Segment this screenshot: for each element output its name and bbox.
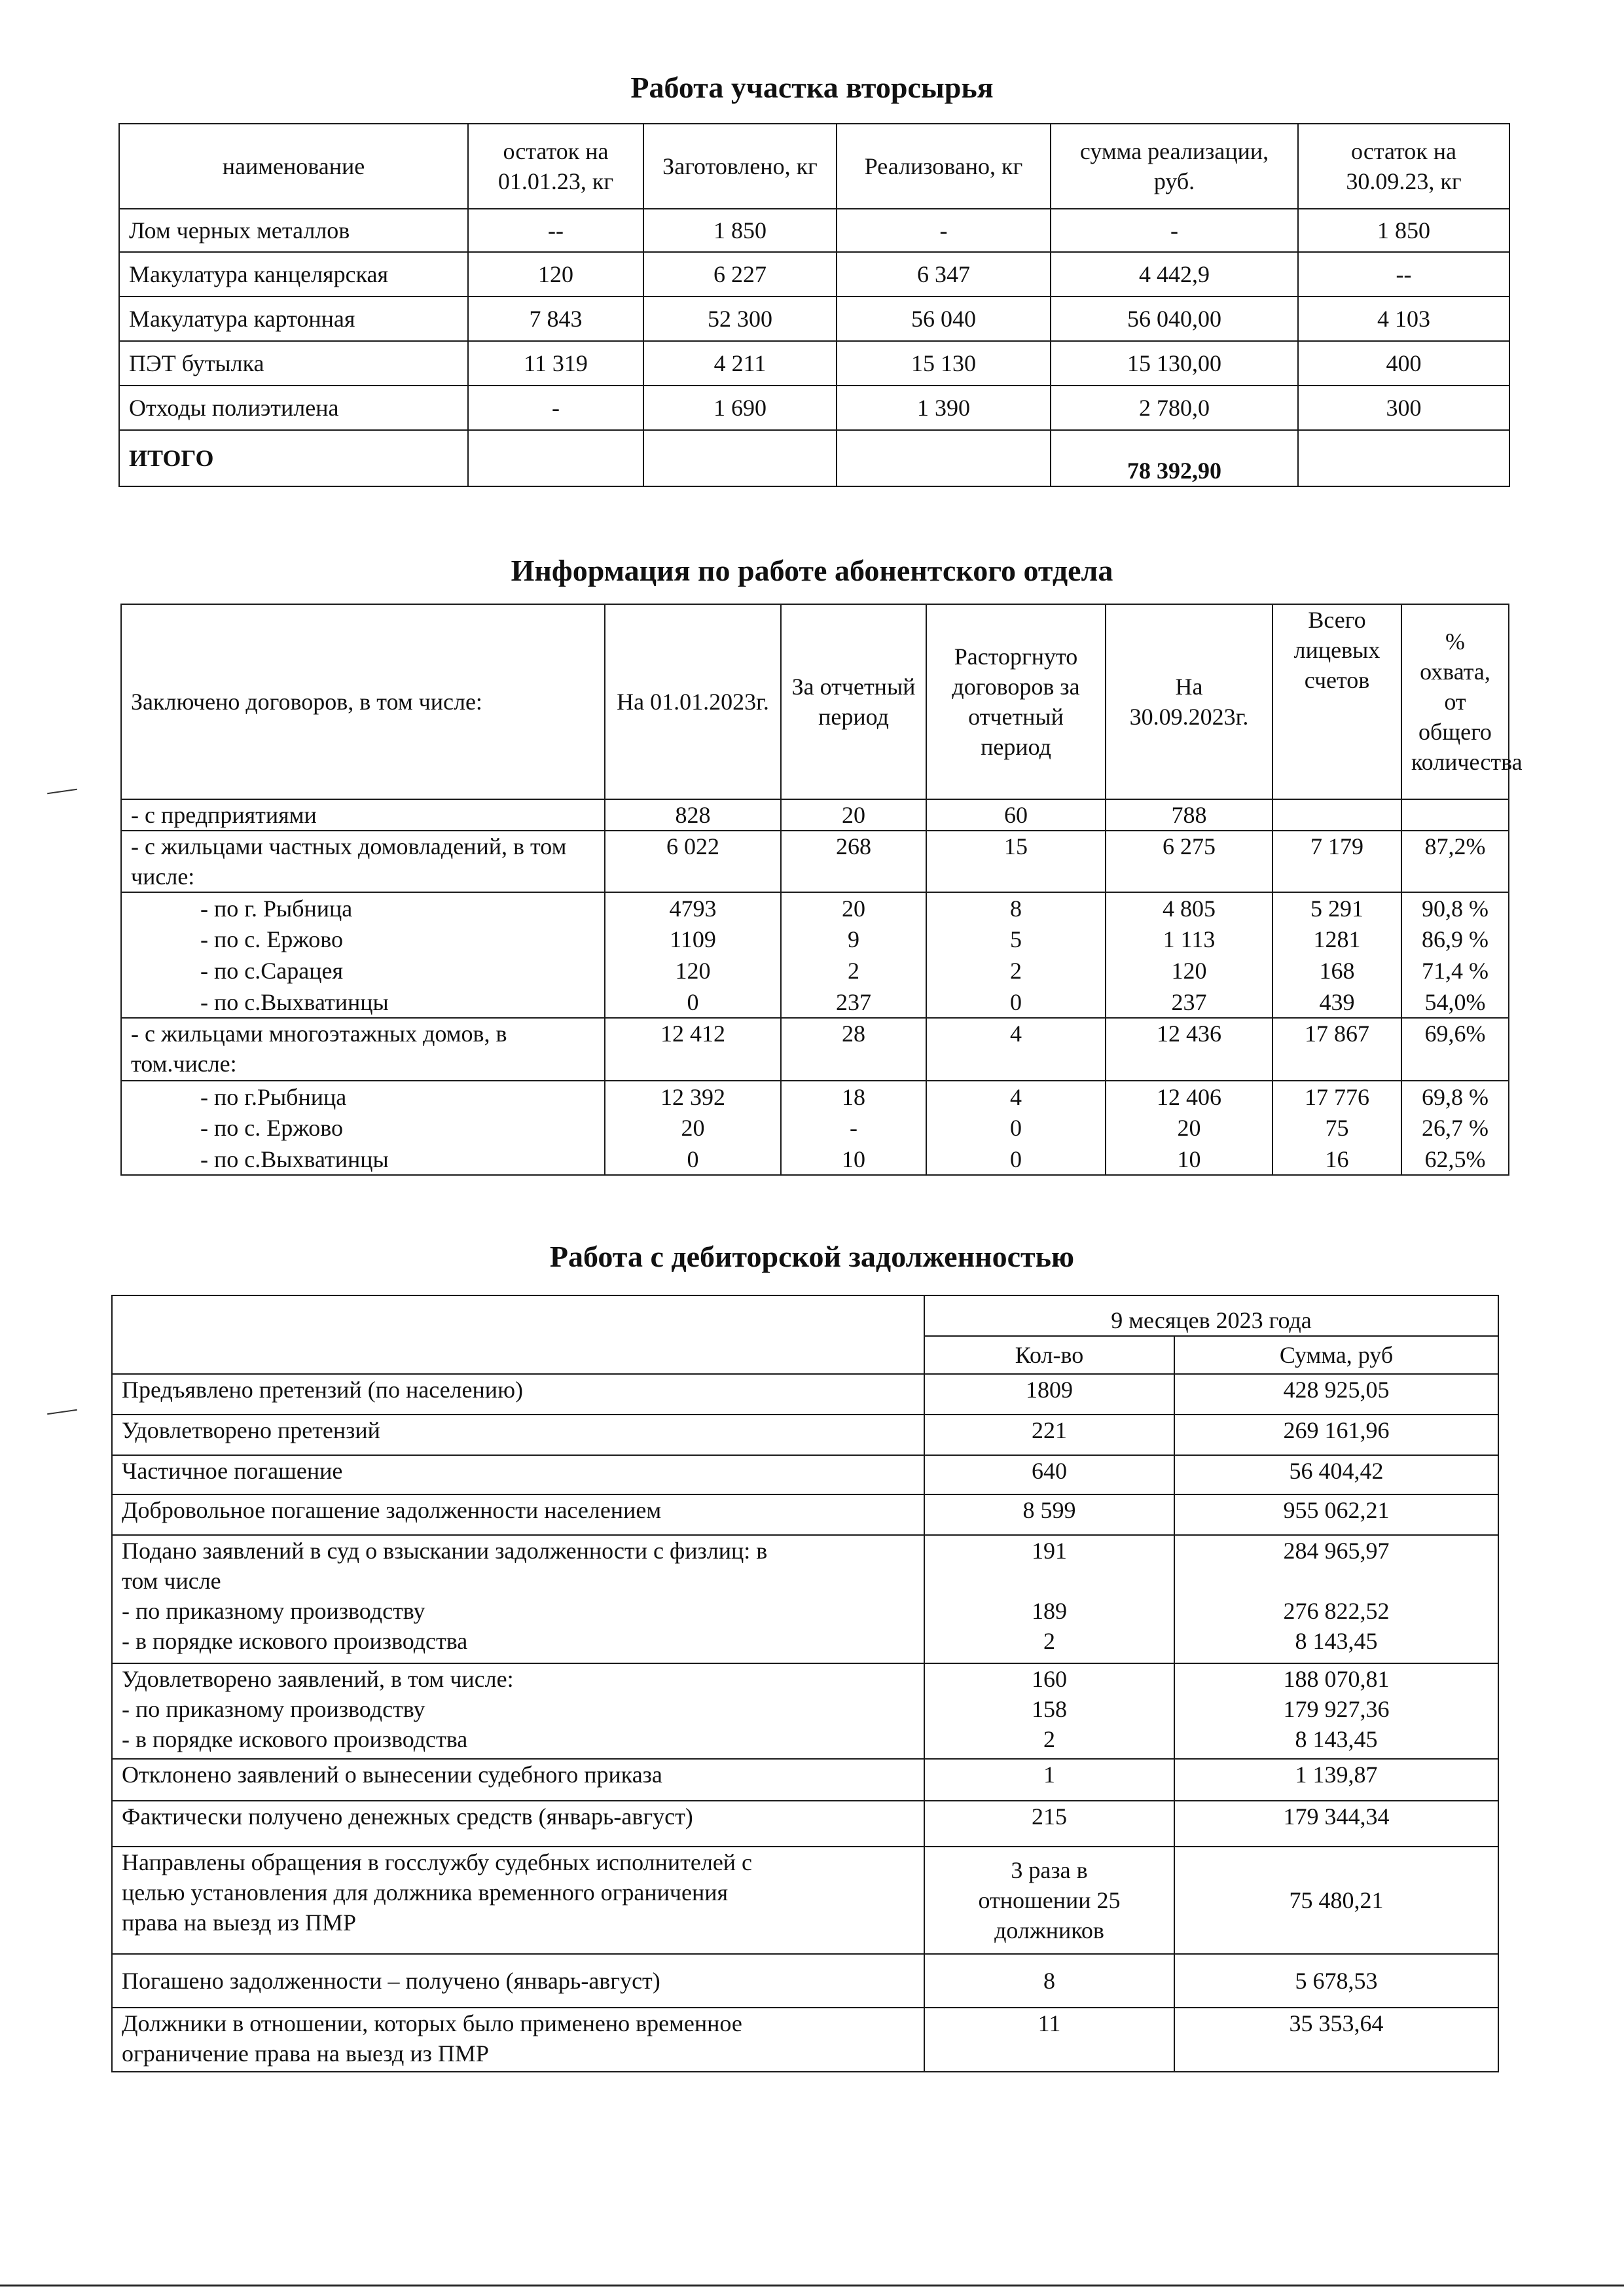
cell: 5 — [926, 924, 1106, 955]
cell: 0 — [926, 986, 1106, 1018]
cell: 168 — [1272, 955, 1401, 986]
sum-line: 276 822,52 — [1283, 1598, 1390, 1624]
cell: - — [837, 209, 1051, 252]
cell: 9 — [781, 924, 926, 955]
qty-line: 191 — [1032, 1538, 1067, 1564]
header-cell: Расторгнуто договоров за отчетный период — [926, 604, 1106, 799]
cell: 4 — [926, 1081, 1106, 1112]
cell: 0 — [605, 986, 781, 1018]
label-line: - в порядке искового производства — [122, 1628, 468, 1654]
sum-line: 35 353,64 — [1289, 2010, 1384, 2036]
header-cell: На 30.09.2023г. — [1106, 604, 1272, 799]
label-line: - в порядке искового производства — [122, 1726, 468, 1752]
cell: 10 — [781, 1144, 926, 1175]
label-line: Удовлетворено заявлений, в том числе: — [122, 1666, 514, 1692]
sum-line: 179 927,36 — [1283, 1696, 1390, 1722]
cell: 788 — [1106, 799, 1272, 831]
cell: 4 — [926, 1018, 1106, 1081]
cell: 0 — [605, 1144, 781, 1175]
qty-cell — [924, 2008, 1174, 2072]
row-label: Макулатура картонная — [119, 297, 468, 341]
cell: 26,7 % — [1401, 1112, 1509, 1144]
qty-line — [934, 1566, 1164, 1596]
label-line: целью установления для должника временного ограничения — [122, 1879, 729, 1906]
qty-cell — [924, 1847, 1174, 1954]
sum-line: 75 480,21 — [1289, 1887, 1384, 1913]
table-row — [121, 799, 1509, 831]
qty-header: Кол-во — [924, 1336, 1174, 1374]
sum-cell — [1174, 1847, 1498, 1954]
period-header: 9 месяцев 2023 года — [924, 1295, 1498, 1336]
qty-line: 189 — [1032, 1598, 1067, 1624]
row-label — [112, 1847, 924, 1954]
sum-line: 8 143,45 — [1295, 1628, 1378, 1654]
header-cell — [112, 1295, 924, 1374]
cell: 6 227 — [643, 252, 837, 297]
row-label: - с предприятиями — [121, 799, 605, 831]
qty-line: 2 — [1043, 1726, 1055, 1752]
sum-line: 179 344,34 — [1283, 1803, 1390, 1830]
row-label: - по с.Выхватинцы — [121, 1144, 605, 1175]
cell: 1 390 — [837, 386, 1051, 430]
table-row — [112, 1954, 1498, 2008]
cell: 1 690 — [643, 386, 837, 430]
debts-title: Работа с дебиторской задолженностью — [549, 1240, 1075, 1273]
qty-line: 1809 — [1026, 1377, 1073, 1403]
table-row — [121, 1081, 1509, 1112]
sum-line: 428 925,05 — [1283, 1377, 1390, 1403]
multi-subrows — [121, 1081, 1509, 1175]
cell: 10 — [1106, 1144, 1272, 1175]
cell: 237 — [1106, 986, 1272, 1018]
sum-line: 955 062,21 — [1283, 1497, 1390, 1523]
qty-line: отношении 25 — [978, 1887, 1121, 1913]
cell: 20 — [781, 892, 926, 924]
table-row — [112, 1663, 1498, 1759]
sum-cell — [1174, 1663, 1498, 1759]
qty-cell — [924, 1535, 1174, 1663]
cell: 400 — [1298, 341, 1509, 386]
table-row — [121, 1112, 1509, 1144]
cell: 4 211 — [643, 341, 837, 386]
total-label: ИТОГО — [119, 430, 468, 486]
cell: 1 850 — [1298, 209, 1509, 252]
recycling-header-row — [119, 124, 1509, 209]
label-line: Погашено задолженности – получено (январь-август) — [122, 1968, 660, 1994]
qty-line: 221 — [1032, 1417, 1067, 1443]
row-label: - по с. Ержово — [121, 924, 605, 955]
header-cell: остаток на 01.01.23, кг — [468, 124, 643, 209]
cell: -- — [468, 209, 643, 252]
cell: 120 — [468, 252, 643, 297]
total-row — [119, 430, 1509, 486]
header-cell: Заготовлено, кг — [643, 124, 837, 209]
qty-cell — [924, 1801, 1174, 1847]
label-line: Частичное погашение — [122, 1458, 343, 1484]
cell: 17 776 — [1272, 1081, 1401, 1112]
sum-cell — [1174, 1954, 1498, 2008]
table-row — [112, 1801, 1498, 1847]
cell: 439 — [1272, 986, 1401, 1018]
cell: 828 — [605, 799, 781, 831]
table-row — [121, 924, 1509, 955]
sum-cell — [1174, 1759, 1498, 1801]
table-row — [119, 252, 1509, 297]
qty-cell — [924, 1954, 1174, 2008]
qty-line: 640 — [1032, 1458, 1067, 1484]
header-cell: Всего лицевых счетов — [1272, 604, 1401, 799]
scan-mark — [47, 789, 77, 794]
label-line: Должники в отношении, которых было применено временное — [122, 2010, 742, 2036]
label-line: - по приказному производству — [122, 1598, 425, 1624]
label-line: том числе — [122, 1568, 221, 1594]
table-row — [119, 209, 1509, 252]
cell: 1 850 — [643, 209, 837, 252]
cell: 4793 — [605, 892, 781, 924]
subscribers-table — [120, 604, 1523, 1176]
sum-line: 284 965,97 — [1283, 1538, 1390, 1564]
qty-line: 2 — [1043, 1628, 1055, 1654]
qty-cell — [924, 1455, 1174, 1494]
sum-line: 1 139,87 — [1295, 1762, 1378, 1788]
label-line: Направлены обращения в госслужбу судебных исполнителей с — [122, 1849, 753, 1875]
label-line: - по приказному производству — [122, 1696, 425, 1722]
row-label — [112, 1535, 924, 1663]
row-label — [112, 1455, 924, 1494]
sum-cell — [1174, 1494, 1498, 1535]
cell: 300 — [1298, 386, 1509, 430]
qty-cell — [924, 1374, 1174, 1415]
table-row — [119, 297, 1509, 341]
cell: - — [468, 386, 643, 430]
cell: 28 — [781, 1018, 926, 1081]
row-label — [112, 1663, 924, 1759]
page-bottom-rule — [0, 2285, 1624, 2286]
cell: 54,0% — [1401, 986, 1509, 1018]
sum-cell — [1174, 1455, 1498, 1494]
sum-header: Сумма, руб — [1174, 1336, 1498, 1374]
cell: 5 291 — [1272, 892, 1401, 924]
cell: 0 — [926, 1112, 1106, 1144]
header-cell: % охвата, от общего количества — [1401, 604, 1509, 799]
cell: 2 780,0 — [1051, 386, 1298, 430]
table-row — [112, 1374, 1498, 1415]
row-label: Отходы полиэтилена — [119, 386, 468, 430]
cell — [1272, 799, 1401, 831]
label-line: Предъявлено претензий (по населению) — [122, 1377, 523, 1403]
row-label: - по г.Рыбница — [121, 1081, 605, 1112]
cell: 52 300 — [643, 297, 837, 341]
row-label — [112, 1415, 924, 1455]
cell: 86,9 % — [1401, 924, 1509, 955]
group-row — [121, 1018, 1509, 1081]
cell: - — [781, 1112, 926, 1144]
table-row — [112, 2008, 1498, 2072]
label-line: Добровольное погашение задолженности населением — [122, 1497, 662, 1523]
row-label — [112, 1494, 924, 1535]
row-label — [112, 1801, 924, 1847]
group-row — [121, 831, 1509, 892]
debts-table — [111, 1295, 1499, 2072]
cell: 1109 — [605, 924, 781, 955]
cell: 2 — [926, 955, 1106, 986]
cell: 62,5% — [1401, 1144, 1509, 1175]
row-label: - с жильцами частных домовладений, в том числе: — [121, 831, 605, 892]
cell: 8 — [926, 892, 1106, 924]
cell: 71,4 % — [1401, 955, 1509, 986]
cell — [643, 430, 837, 486]
qty-cell — [924, 1663, 1174, 1759]
label-line: Фактически получено денежных средств (январь-август) — [122, 1803, 693, 1830]
row-label: - по с.Выхватинцы — [121, 986, 605, 1018]
row-label: ПЭТ бутылка — [119, 341, 468, 386]
qty-line: 215 — [1032, 1803, 1067, 1830]
scan-mark — [47, 1409, 77, 1415]
qty-cell — [924, 1759, 1174, 1801]
cell: 237 — [781, 986, 926, 1018]
header-cell: На 01.01.2023г. — [605, 604, 781, 799]
cell: 268 — [781, 831, 926, 892]
cell: 12 436 — [1106, 1018, 1272, 1081]
table-row — [121, 1144, 1509, 1175]
cell: 69,6% — [1401, 1018, 1509, 1081]
qty-line: 3 раза в — [1011, 1857, 1088, 1883]
debts-header-row — [112, 1295, 1498, 1336]
cell — [1401, 799, 1509, 831]
cell: 15 130 — [837, 341, 1051, 386]
qty-line: 8 — [1043, 1968, 1055, 1994]
cell: 1 113 — [1106, 924, 1272, 955]
sum-line: 56 404,42 — [1289, 1458, 1384, 1484]
cell: 4 103 — [1298, 297, 1509, 341]
cell: 90,8 % — [1401, 892, 1509, 924]
cell: 6 022 — [605, 831, 781, 892]
qty-line: 8 599 — [1022, 1497, 1076, 1523]
cell: 4 805 — [1106, 892, 1272, 924]
cell: 15 — [926, 831, 1106, 892]
header-cell: наименование — [119, 124, 468, 209]
cell: 120 — [1106, 955, 1272, 986]
cell — [468, 430, 643, 486]
qty-line: 160 — [1032, 1666, 1067, 1692]
cell: 12 392 — [605, 1081, 781, 1112]
row-label: Макулатура канцелярская — [119, 252, 468, 297]
qty-line: 1 — [1043, 1762, 1055, 1788]
label-line: Отклонено заявлений о вынесении судебного приказа — [122, 1762, 662, 1788]
sum-line: 269 161,96 — [1283, 1417, 1390, 1443]
cell: 75 — [1272, 1112, 1401, 1144]
table-row — [121, 986, 1509, 1018]
cell: 69,8 % — [1401, 1081, 1509, 1112]
qty-line: 11 — [1038, 2010, 1061, 2036]
qty-cell — [924, 1494, 1174, 1535]
cell: 12 412 — [605, 1018, 781, 1081]
row-label: - по с. Ержово — [121, 1112, 605, 1144]
table-row — [112, 1494, 1498, 1535]
sum-line: 5 678,53 — [1295, 1968, 1378, 1994]
sum-cell — [1174, 1374, 1498, 1415]
cell: -- — [1298, 252, 1509, 297]
label-line: Удовлетворено претензий — [122, 1417, 380, 1443]
private-subrows — [121, 892, 1509, 1018]
subscribers-header-row — [121, 604, 1509, 799]
row-label: - по с.Сарацея — [121, 955, 605, 986]
table-row — [121, 955, 1509, 986]
header-cell: Реализовано, кг — [837, 124, 1051, 209]
table-row — [112, 1415, 1498, 1455]
cell: 120 — [605, 955, 781, 986]
cell: 18 — [781, 1081, 926, 1112]
cell: 11 319 — [468, 341, 643, 386]
cell — [1298, 430, 1509, 486]
cell: 6 347 — [837, 252, 1051, 297]
row-label — [112, 1954, 924, 2008]
cell: 17 867 — [1272, 1018, 1401, 1081]
row-label: - с жильцами многоэтажных домов, в том.числе: — [121, 1018, 605, 1081]
row-label: Лом черных металлов — [119, 209, 468, 252]
cell: 16 — [1272, 1144, 1401, 1175]
qty-cell — [924, 1415, 1174, 1455]
label-line: права на выезд из ПМР — [122, 1909, 356, 1936]
qty-line: должников — [994, 1917, 1104, 1943]
cell: 7 843 — [468, 297, 643, 341]
cell: 6 275 — [1106, 831, 1272, 892]
cell: 56 040 — [837, 297, 1051, 341]
row-label — [112, 1759, 924, 1801]
cell: 0 — [926, 1144, 1106, 1175]
header-cell: остаток на 30.09.23, кг — [1298, 124, 1509, 209]
subscribers-title: Информация по работе абонентского отдела — [511, 554, 1113, 587]
header-cell: сумма реализации, руб. — [1051, 124, 1298, 209]
header-cell: За отчетный период — [781, 604, 926, 799]
table-row — [119, 386, 1509, 430]
header-cell: Заключено договоров, в том числе: — [121, 604, 605, 799]
cell: 20 — [1106, 1112, 1272, 1144]
row-label: - по г. Рыбница — [121, 892, 605, 924]
cell: 2 — [781, 955, 926, 986]
cell: - — [1051, 209, 1298, 252]
table-row — [112, 1535, 1498, 1663]
sum-cell — [1174, 1415, 1498, 1455]
recycling-title: Работа участка вторсырья — [630, 71, 994, 104]
cell: 7 179 — [1272, 831, 1401, 892]
table-row — [112, 1759, 1498, 1801]
row-label — [112, 2008, 924, 2072]
table-row — [112, 1847, 1498, 1954]
table-row — [121, 892, 1509, 924]
sum-cell — [1174, 1801, 1498, 1847]
label-line: ограничение права на выезд из ПМР — [122, 2040, 489, 2067]
sum-cell — [1174, 1535, 1498, 1663]
cell: 1281 — [1272, 924, 1401, 955]
cell: 12 406 — [1106, 1081, 1272, 1112]
recycling-table — [118, 123, 1510, 487]
cell: 4 442,9 — [1051, 252, 1298, 297]
cell: 20 — [781, 799, 926, 831]
table-row — [112, 1455, 1498, 1494]
sum-line: 188 070,81 — [1283, 1666, 1390, 1692]
sum-line: 8 143,45 — [1295, 1726, 1378, 1752]
table-row — [119, 341, 1509, 386]
cell: 87,2% — [1401, 831, 1509, 892]
cell: 20 — [605, 1112, 781, 1144]
row-label — [112, 1374, 924, 1415]
sum-line — [1184, 1566, 1489, 1596]
cell: 56 040,00 — [1051, 297, 1298, 341]
cell — [837, 430, 1051, 486]
sum-cell — [1174, 2008, 1498, 2072]
label-line: Подано заявлений в суд о взыскании задолженности с физлиц: в — [122, 1538, 768, 1564]
cell: 60 — [926, 799, 1106, 831]
total-sum: 78 392,90 — [1051, 430, 1298, 486]
cell: 15 130,00 — [1051, 341, 1298, 386]
qty-line: 158 — [1032, 1696, 1067, 1722]
